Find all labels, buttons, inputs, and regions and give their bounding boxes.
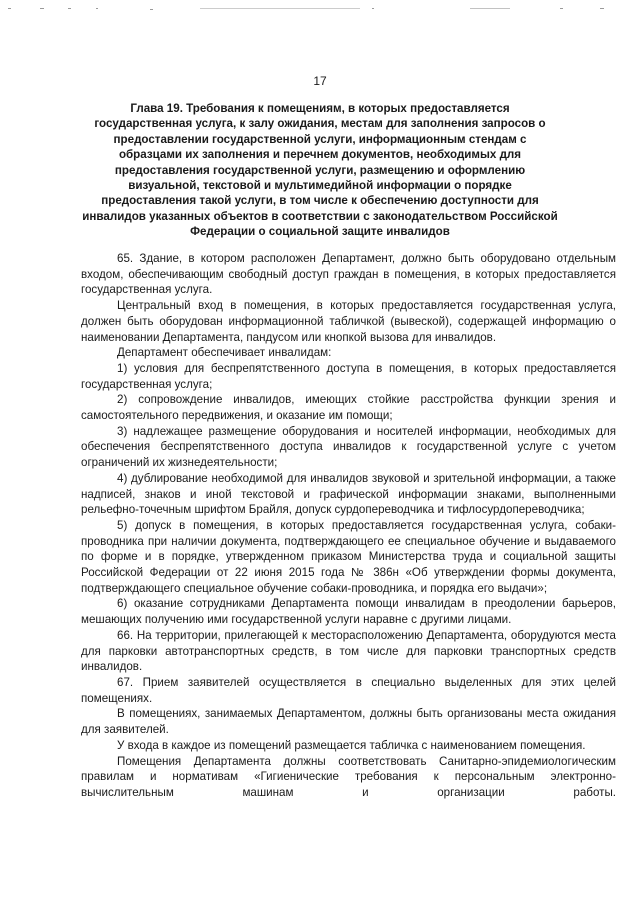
paragraph-provides-disabled: Департамент обеспечивает инвалидам: xyxy=(117,346,332,360)
list-item-6: 6) оказание сотрудниками Департамента помощи инвалидам в преодолении барьеров, мешающих получению ими государственной услуги наравне с другими лицами. xyxy=(81,597,616,627)
list-item-2: 2) сопровождение инвалидов, имеющих стойкие расстройства функции зрения и самостоятельного передвижения, и оказание им помощи; xyxy=(81,393,616,423)
paragraph-sanitary-rules: Помещения Департамента должны соответствовать Санитарно-эпидемиологическим правилам и нормативам «Гигиенические требования к персональным электронно-вычислительным машинам и организации работы. xyxy=(81,754,616,799)
paragraph-signage: У входа в каждое из помещений размещается табличка с наименованием помещения. xyxy=(117,738,586,752)
paragraph-67-reception: 67. Прием заявителей осуществляется в специально выделенных для этих целей помещениях. xyxy=(81,675,616,705)
paragraph-central-entrance: Центральный вход в помещения, в которых предоставляется государственная услуга, должен быть оборудован информационной табличкой (вывеской), содержащей информацию о наименовании Департамента, пандусом или кнопкой вызова для инвалидов. xyxy=(81,299,616,344)
list-item-5: 5) допуск в помещения, в которых предоставляется государственная услуга, собаки-проводника при наличии документа, подтверждающего ее специальное обучение и выдаваемого по форме и в порядке, утвержденном приказом Министерства труда и социальной защиты Российской Федерации от 22 июня 2015 года № 386н «Об утверждении формы документа, подтверждающего специальное обучение собаки-проводника, и порядка его выдачи»; xyxy=(81,518,616,595)
page-number: 17 xyxy=(313,74,327,88)
list-item-3: 3) надлежащее размещение оборудования и носителей информации, необходимых для обеспечения беспрепятственного доступа инвалидов к государственной услуге с учетом ограничений их жизнедеятельности; xyxy=(81,424,616,470)
list-item-1: 1) условия для беспрепятственного доступа в помещения, в которых предоставляется государственная услуга; xyxy=(81,361,616,391)
paragraph-66-parking: 66. На территории, прилегающей к месторасположению Департамента, оборудуются места для парковки автотранспортных средств, в том числе для парковки транспортных средств инвалидов. xyxy=(81,628,616,674)
paragraph-waiting-areas: В помещениях, занимаемых Департаментом, должны быть организованы места ожидания для заявителей. xyxy=(81,707,616,737)
scan-artifact-strip xyxy=(0,2,640,14)
list-item-4: 4) дублирование необходимой для инвалидов звуковой и зрительной информации, а также надписей, знаков и иной текстовой и графической информации знаками, выполненными рельефно-точечным шрифтом Брайля, допуск сурдопереводчика и тифлосурдопереводчика; xyxy=(81,471,616,517)
body-text xyxy=(81,251,616,801)
paragraph-65-building: 65. Здание, в котором расположен Департамент, должно быть оборудовано отдельным входом, обеспечивающим свободный доступ граждан в помещения, в которых предоставляется государственная услуга. xyxy=(81,252,616,297)
chapter-heading: Глава 19. Требования к помещениям, в которых предоставляется государственная услуга, к залу ожидания, местам для заполнения запросов о предоставлении государственной услуги, информационным стендам с образцами их заполнения и перечнем документов, необходимых для предоставления государственной услуги, размещению и оформлению визуальной, текстовой и мультимедийной информации о порядке предоставления такой услуги, в том числе к обеспечению доступности для инвалидов указанных объектов в соответствии с законодательством Российской Федерации о социальной защите инвалидов xyxy=(82,102,558,239)
